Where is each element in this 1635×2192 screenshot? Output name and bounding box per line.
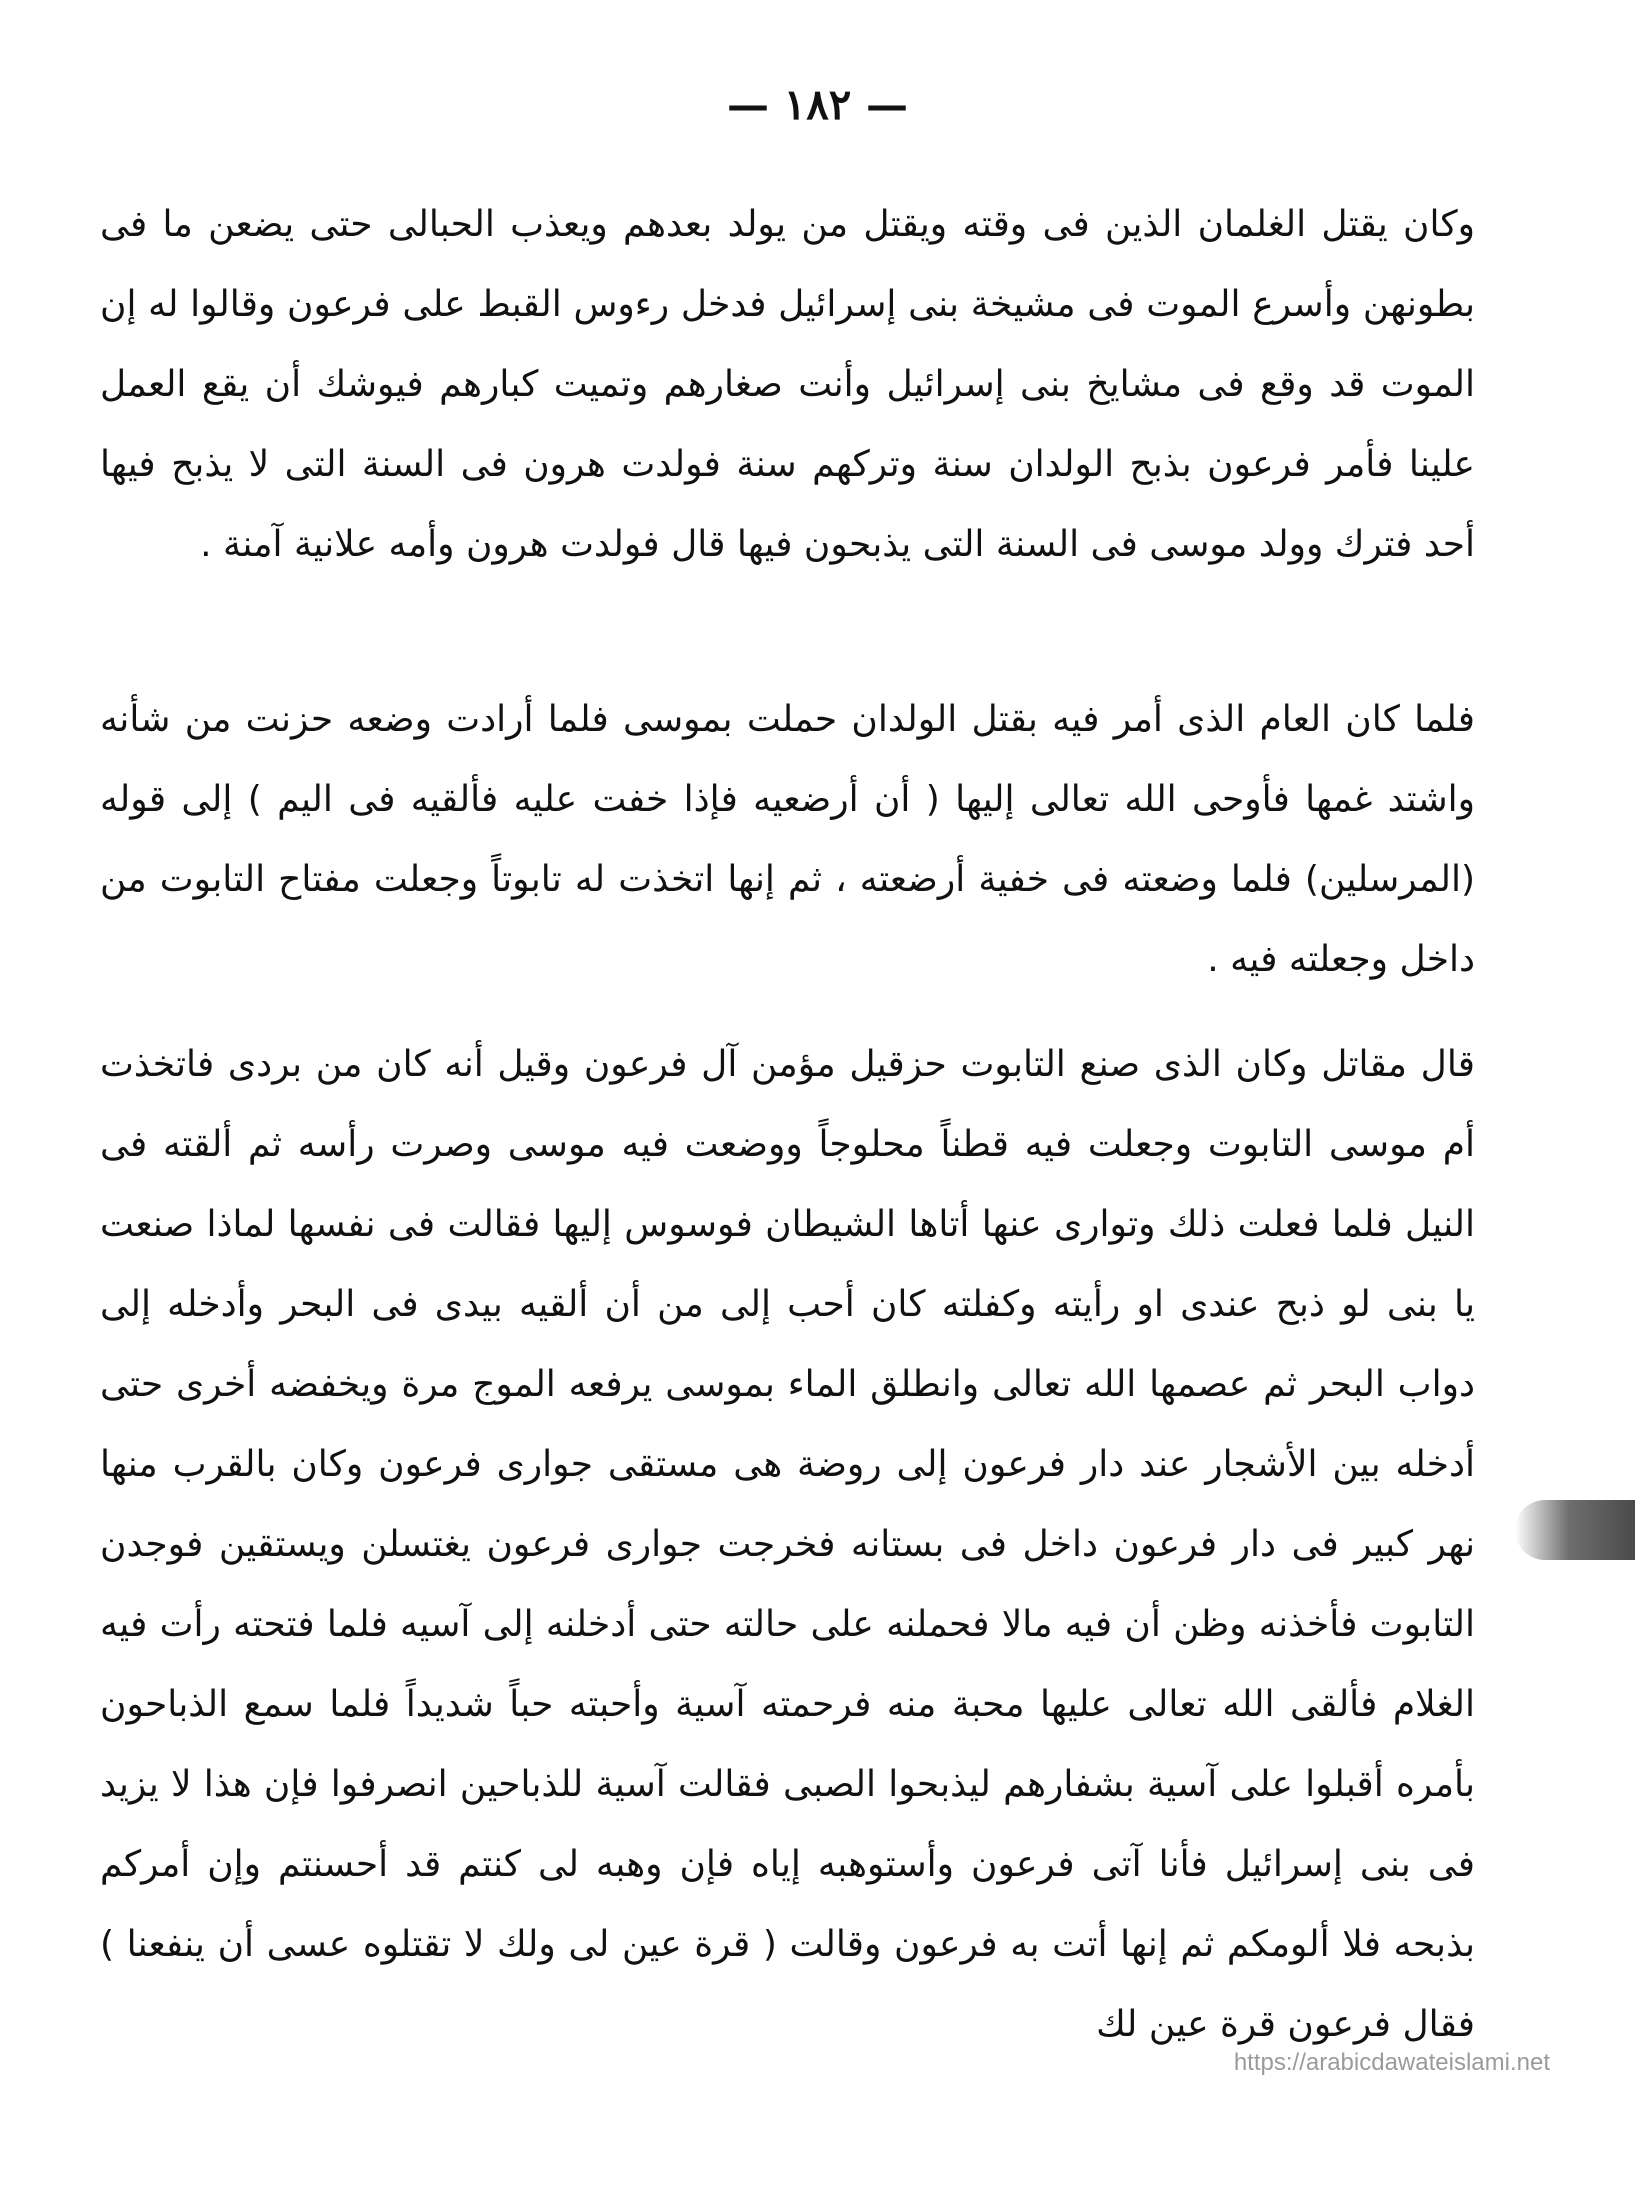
website-watermark: https://arabicdawateislami.net bbox=[1233, 2049, 1550, 2076]
paragraph-1 bbox=[100, 185, 1475, 585]
paragraph-text: فلما كان العام الذى أمر فيه بقتل الولدان حملت بموسى فلما أرادت وضعه حزنت من شأنه واشتد غمها فأوحى الله تعالى إليها ( أن أرضعيه فإذا خفت عليه فألقيه فى اليم ) إلى قوله (المرسلين) فلما وضعته فى خفية أرضعته ، ثم إنها اتخذت له تابوتاً وجعلت مفتاح التابوت من داخل وجعلته فيه . bbox=[100, 699, 1475, 980]
paragraph-text: وكان يقتل الغلمان الذين فى وقته ويقتل من يولد بعدهم ويعذب الحبالى حتى يضعن ما فى بطونهن وأسرع الموت فى مشيخة بنى إسرائيل فدخل رءوس القبط على فرعون وقالوا له إن الموت قد وقع فى مشايخ بنى إسرائيل وأنت صغارهم وتميت كبارهم فيوشك أن يقع العمل علينا فأمر فرعون بذبح الولدان سنة وتركهم سنة فولدت هرون فى السنة التى لا يذبح فيها أحد فترك وولد موسى فى السنة التى يذبحون فيها قال فولدت هرون وأمه علانية آمنة . bbox=[100, 204, 1475, 565]
scan-smudge bbox=[1515, 1500, 1635, 1560]
page-number: — ١٨٢ — bbox=[727, 80, 908, 129]
paragraph-3 bbox=[100, 1025, 1475, 2065]
paragraph-text: قال مقاتل وكان الذى صنع التابوت حزقيل مؤمن آل فرعون وقيل أنه كان من بردى فاتخذت أم موسى التابوت وجعلت فيه قطناً محلوجاً ووضعت فيه موسى وصرت رأسه ثم ألقته فى النيل فلما فعلت ذلك وتوارى عنها أتاها الشيطان فوسوس إليها فقالت فى نفسها لماذا صنعت يا بنى لو ذبح عندى او رأيته وكفلته كان أحب إلى من أن ألقيه بيدى فى البحر وأدخله إلى دواب البحر ثم عصمها الله تعالى وانطلق الماء بموسى يرفعه الموج مرة ويخفضه أخرى حتى أدخله بين الأشجار عند دار فرعون إلى روضة هى مستقى جوارى فرعون وكان بالقرب منها نهر كبير فى دار فرعون داخل فى بستانه فخرجت جوارى فرعون يغتسلن ويستقين فوجدن التابوت فأخذنه وظن أن فيه مالا فحملنه على حالته حتى أدخلنه إلى آسيه فلما فتحته رأت فيه الغلام فألقى الله تعالى عليها محبة منه فرحمته آسية وأحبته حباً شديداً فلما سمع الذباحون بأمره أقبلوا على آسية بشفارهم ليذبحوا الصبى فقالت آسية للذباحين انصرفوا فإن هذا لا يزيد فى بنى إسرائيل فأنا آتى فرعون وأستوهبه إياه فإن وهبه لى كنتم قد أحسنتم وإن أمركم بذبحه فلا ألومكم ثم إنها أتت به فرعون وقالت ( قرة عين لى ولك لا تقتلوه عسى أن ينفعنا ) فقال فرعون قرة عين لك bbox=[100, 1044, 1475, 2045]
paragraph-2 bbox=[100, 680, 1475, 1000]
